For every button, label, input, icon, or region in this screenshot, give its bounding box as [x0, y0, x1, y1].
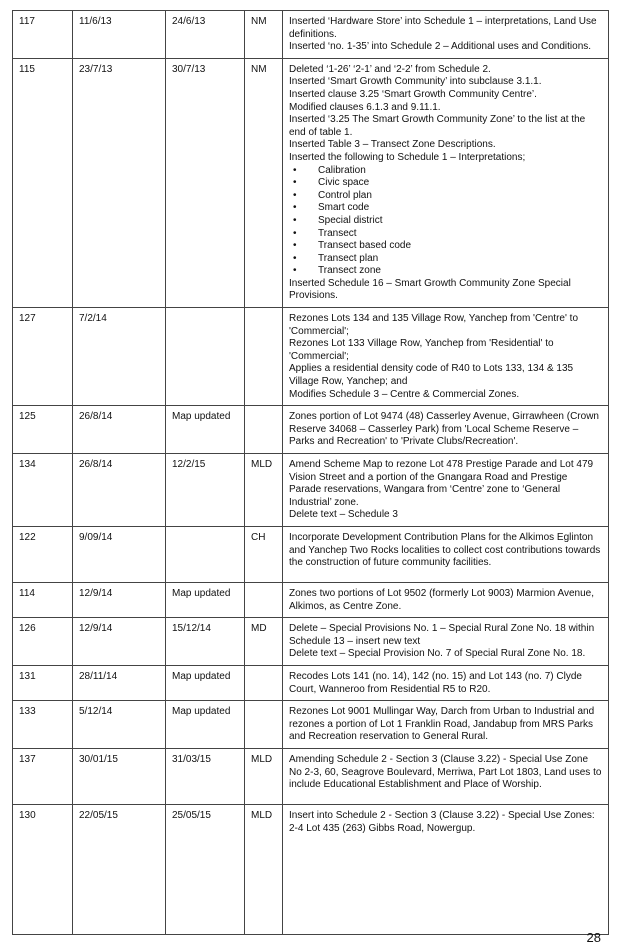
gazettal-date-cell: 23/7/13	[73, 58, 166, 307]
details-line: Rezones Lots 134 and 135 Village Row, Yanchep from 'Centre' to 'Commercial';	[289, 313, 579, 337]
gazettal-date-cell: 9/09/14	[73, 526, 166, 582]
details-line: Modifies Schedule 3 – Centre & Commercial Zones.	[289, 388, 520, 400]
initials-cell	[245, 308, 283, 406]
table-row	[13, 526, 609, 582]
details-line: Insert into Schedule 2 - Section 3 (Clause 3.22) - Special Use Zones: 2-4 Lot 435 (263) Gibbs Road, Nowergup.	[289, 809, 595, 834]
gazettal-date-cell: 11/6/13	[73, 11, 166, 59]
definition-list-item: • Control plan	[289, 190, 602, 203]
details-cell	[283, 804, 609, 934]
table-row	[13, 618, 609, 666]
details-cell	[283, 701, 609, 749]
initials-cell: MLD	[245, 748, 283, 804]
definition-list	[289, 165, 602, 278]
update-date-cell: 25/05/15	[166, 804, 245, 934]
update-date-cell: Map updated	[166, 582, 245, 617]
details-line: Inserted the following to Schedule 1 – Interpretations;	[289, 151, 526, 163]
details-line: Incorporate Development Contribution Plans for the Alkimos Eglinton and Yanchep Two Rocks localities to collect cost contributions towards the construction of future community facilities.	[289, 531, 601, 569]
gazettal-date-cell: 12/9/14	[73, 582, 166, 617]
table-row	[13, 582, 609, 617]
table-row	[13, 406, 609, 454]
update-date-cell	[166, 308, 245, 406]
amendment-number-cell: 115	[13, 58, 73, 307]
amendment-number-cell: 114	[13, 582, 73, 617]
definition-list-item: • Transect plan	[289, 253, 602, 266]
table-row	[13, 308, 609, 406]
gazettal-date-cell: 22/05/15	[73, 804, 166, 934]
details-cell	[283, 454, 609, 527]
details-cell	[283, 665, 609, 700]
amendment-number-cell: 133	[13, 701, 73, 749]
table-row	[13, 58, 609, 307]
details-line: Delete text – Schedule 3	[289, 509, 398, 521]
update-date-cell: 24/6/13	[166, 11, 245, 59]
details-line: Zones two portions of Lot 9502 (formerly Lot 9003) Marmion Avenue, Alkimos, as Centre Zone.	[289, 587, 594, 612]
gazettal-date-cell: 26/8/14	[73, 406, 166, 454]
initials-cell	[245, 665, 283, 700]
amendment-number-cell: 134	[13, 454, 73, 527]
amendment-number-cell: 122	[13, 526, 73, 582]
gazettal-date-cell: 28/11/14	[73, 665, 166, 700]
amendment-number-cell: 130	[13, 804, 73, 934]
details-cell	[283, 618, 609, 666]
definition-list-item: • Calibration	[289, 165, 602, 178]
table-row	[13, 748, 609, 804]
details-line: Zones portion of Lot 9474 (48) Casserley Avenue, Girrawheen (Crown Reserve 34068 – Casserley Park) from 'Local Scheme Reserve – Parks and Recreation' to 'Private Clubs/Recreation'.	[289, 411, 599, 448]
details-line: Delete – Special Provisions No. 1 – Special Rural Zone No. 18 within Schedule 13 – insert new text	[289, 623, 595, 647]
initials-cell: MLD	[245, 454, 283, 527]
amendment-number-cell: 127	[13, 308, 73, 406]
update-date-cell: Map updated	[166, 665, 245, 700]
amendment-number-cell: 131	[13, 665, 73, 700]
initials-cell: CH	[245, 526, 283, 582]
table-row	[13, 11, 609, 59]
gazettal-date-cell: 12/9/14	[73, 618, 166, 666]
amendment-number-cell: 117	[13, 11, 73, 59]
initials-cell	[245, 701, 283, 749]
definition-list-item: • Transect based code	[289, 240, 602, 253]
update-date-cell: 12/2/15	[166, 454, 245, 527]
details-line: Amending Schedule 2 - Section 3 (Clause 3.22) - Special Use Zone No 2-3, 60, Seagrove Boulevard, Merriwa, Part Lot 1803, Land uses to include Educational Establishment and Place of Worship.	[289, 753, 602, 791]
details-line: Recodes Lots 141 (no. 14), 142 (no. 15) and Lot 143 (no. 7) Clyde Court, Wanneroo from Residential R5 to R20.	[289, 670, 582, 695]
details-line: Modified clauses 6.1.3 and 9.11.1.	[289, 101, 441, 113]
details-cell	[283, 406, 609, 454]
details-line: Delete text – Special Provision No. 7 of Special Rural Zone No. 18.	[289, 648, 586, 660]
details-line: Inserted ‘3.25 The Smart Growth Community Zone’ to the list at the end of table 1.	[289, 114, 586, 138]
amendment-number-cell: 137	[13, 748, 73, 804]
initials-cell	[245, 406, 283, 454]
amendment-table	[12, 10, 609, 935]
details-line: Rezones Lot 9001 Mullingar Way, Darch from Urban to Industrial and rezones a portion of Lot 1 Franklin Road, Jandabup from MRS Parks and Recreation reservation to General Rural.	[289, 706, 595, 743]
amendment-number-cell: 125	[13, 406, 73, 454]
page-number: 28	[586, 930, 601, 945]
update-date-cell	[166, 526, 245, 582]
gazettal-date-cell: 26/8/14	[73, 454, 166, 527]
update-date-cell: 15/12/14	[166, 618, 245, 666]
details-line: Applies a residential density code of R40 to Lots 133, 134 & 135 Village Row, Yanchep; and	[289, 363, 574, 388]
details-cell	[283, 308, 609, 406]
details-line: Deleted ‘1-26’ ‘2-1’ and ‘2-2’ from Schedule 2.	[289, 63, 491, 75]
definition-list-item: • Transect	[289, 228, 602, 241]
amendment-number-cell: 126	[13, 618, 73, 666]
details-line: Inserted ‘Smart Growth Community’ into subclause 3.1.1.	[289, 76, 542, 88]
amendment-table-body	[13, 11, 609, 935]
definition-list-item: • Transect zone	[289, 265, 602, 278]
table-row	[13, 454, 609, 527]
definition-list-item: • Smart code	[289, 202, 602, 215]
initials-cell: MD	[245, 618, 283, 666]
details-line: Amend Scheme Map to rezone Lot 478 Prestige Parade and Lot 479 Vision Street and a portion of the Gnangara Road and Prestige Parade reservations, Wangara from ‘Centre’ zone to ‘General Industrial’ zone.	[289, 459, 594, 508]
details-line: Inserted Table 3 – Transect Zone Descriptions.	[289, 139, 496, 151]
definition-list-item: • Special district	[289, 215, 602, 228]
details-cell	[283, 526, 609, 582]
details-cell	[283, 58, 609, 307]
table-row	[13, 804, 609, 934]
initials-cell: NM	[245, 58, 283, 307]
gazettal-date-cell: 30/01/15	[73, 748, 166, 804]
details-line: Inserted Schedule 16 – Smart Growth Community Zone Special Provisions.	[289, 277, 571, 302]
gazettal-date-cell: 5/12/14	[73, 701, 166, 749]
update-date-cell: Map updated	[166, 701, 245, 749]
table-row	[13, 701, 609, 749]
details-line: Inserted ‘no. 1-35’ into Schedule 2 – Additional uses and Conditions.	[289, 41, 592, 53]
gazettal-date-cell: 7/2/14	[73, 308, 166, 406]
table-row	[13, 665, 609, 700]
details-line: Inserted clause 3.25 ‘Smart Growth Community Centre’.	[289, 88, 537, 100]
details-cell	[283, 582, 609, 617]
details-cell	[283, 748, 609, 804]
initials-cell: NM	[245, 11, 283, 59]
details-line: Rezones Lot 133 Village Row, Yanchep from 'Residential' to 'Commercial';	[289, 338, 554, 362]
update-date-cell: 30/7/13	[166, 58, 245, 307]
initials-cell: MLD	[245, 804, 283, 934]
details-line: Inserted ‘Hardware Store’ into Schedule 1 – interpretations, Land Use definitions.	[289, 16, 597, 40]
initials-cell	[245, 582, 283, 617]
update-date-cell: 31/03/15	[166, 748, 245, 804]
definition-list-item: • Civic space	[289, 177, 602, 190]
details-cell	[283, 11, 609, 59]
update-date-cell: Map updated	[166, 406, 245, 454]
